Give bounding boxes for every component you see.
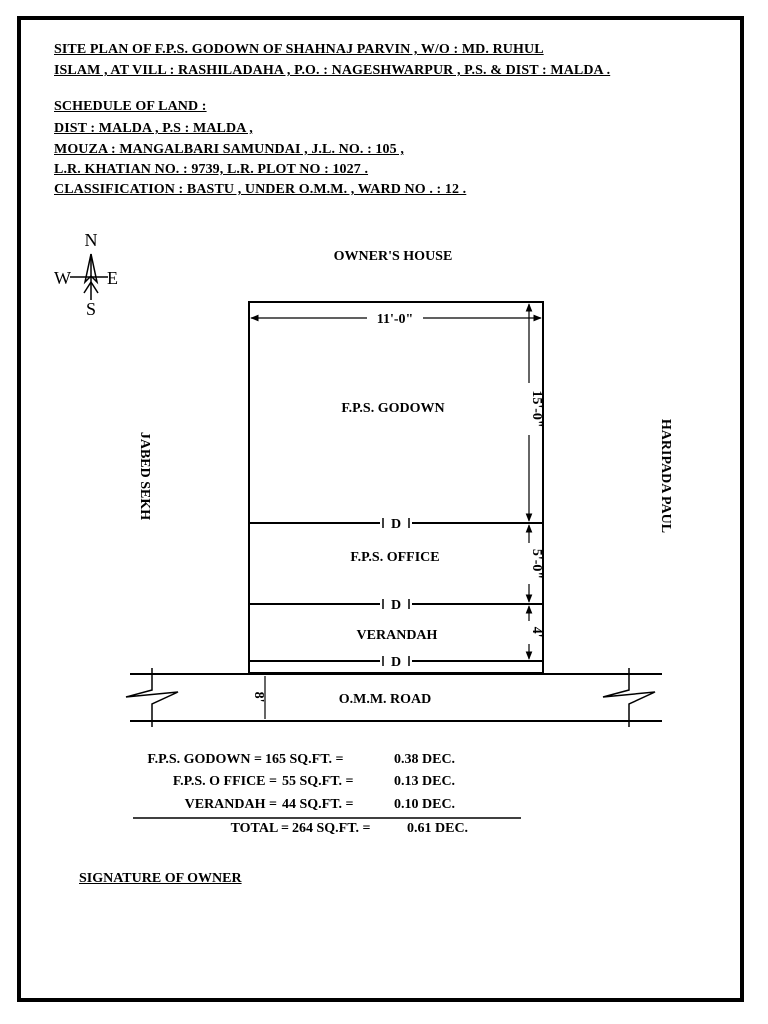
room-label-office: F.P.S. OFFICE — [350, 550, 440, 565]
area-office-dec: 0.13 DEC. — [394, 774, 456, 789]
road-break-left-icon — [126, 668, 178, 727]
area-godown-dec: 0.38 DEC. — [394, 752, 456, 767]
boundary-west-label: JABED SEKH — [137, 431, 152, 521]
title-line-2: ISLAM , AT VILL : RASHILADAHA , P.O. : NAGESHWARPUR , P.S. & DIST : MALDA . — [54, 63, 611, 78]
room-label-verandah: VERANDAH — [356, 628, 438, 643]
compass-west: W — [54, 268, 71, 288]
building-outline — [249, 302, 543, 673]
room-label-godown: F.P.S. GODOWN — [341, 401, 445, 416]
road-label: O.M.M. ROAD — [338, 692, 432, 707]
area-verandah-name: VERANDAH = — [184, 797, 277, 812]
door-label-office: D — [390, 598, 402, 613]
compass-east: E — [107, 268, 118, 288]
schedule-heading: SCHEDULE OF LAND : — [54, 99, 207, 114]
compass-south: S — [85, 299, 97, 319]
godown-dimension-label: 15'-0" — [529, 390, 544, 428]
area-office-sqft: 55 SQ.FT. = — [282, 774, 354, 789]
width-dimension-label: 11'-0" — [376, 312, 414, 327]
area-godown-sqft: 165 SQ.FT. = — [265, 752, 344, 767]
area-office-name: F.P.S. O FFICE = — [172, 774, 277, 789]
door-label-godown: D — [390, 517, 402, 532]
verandah-dimension-label: 4' — [529, 626, 544, 638]
road-dimension-label: 8' — [251, 691, 266, 703]
area-total-name: TOTAL = — [230, 821, 289, 836]
schedule-khatian: L.R. KHATIAN NO. : 9739, L.R. PLOT NO : 1027 . — [54, 162, 369, 177]
area-total-sqft: 264 SQ.FT. = — [292, 821, 371, 836]
title-line-1: SITE PLAN OF F.P.S. GODOWN OF SHAHNAJ PARVIN , W/O : MD. RUHUL — [54, 42, 544, 57]
signature-of-owner: SIGNATURE OF OWNER — [79, 871, 242, 886]
area-godown-name: F.P.S. GODOWN = — [147, 752, 262, 767]
north-arrow-icon — [70, 254, 108, 300]
compass-north: N — [84, 230, 98, 250]
area-verandah-sqft: 44 SQ.FT. = — [282, 797, 354, 812]
area-total-dec: 0.61 DEC. — [407, 821, 469, 836]
schedule-mouza: MOUZA : MANGALBARI SAMUNDAI , J.L. NO. : 105 , — [54, 142, 404, 157]
schedule-classification: CLASSIFICATION : BASTU , UNDER O.M.M. , WARD NO . : 12 . — [54, 182, 467, 197]
area-verandah-dec: 0.10 DEC. — [394, 797, 456, 812]
schedule-district: DIST : MALDA , P.S : MALDA , — [54, 121, 253, 136]
boundary-east-label: HARIPADA PAUL — [658, 418, 673, 534]
boundary-north-label: OWNER'S HOUSE — [333, 249, 453, 264]
office-dimension-label: 5'-0" — [529, 548, 544, 580]
road-break-right-icon — [603, 668, 655, 727]
door-label-verandah: D — [390, 655, 402, 670]
